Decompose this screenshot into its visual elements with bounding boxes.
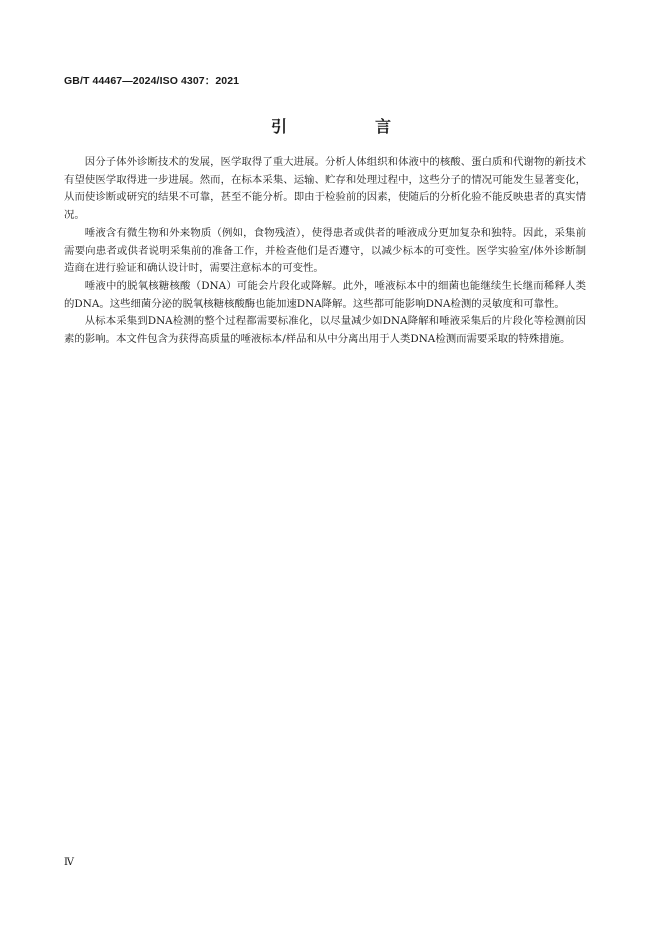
page-number: Ⅳ	[64, 857, 74, 868]
page-title: 引 言	[270, 117, 427, 136]
introduction-body	[64, 154, 586, 349]
paragraph: 唾液含有微生物和外来物质（例如，食物残渣），使得患者或供者的唾液成分更加复杂和独特。因此，采集前需要向患者或供者说明采集前的准备工作，并检查他们是否遵守，以减少标本的可变性。医学实验室/体外诊断制造商在进行验证和确认设计时，需要注意标本的可变性。	[64, 226, 586, 275]
standard-code: GB/T 44467—2024/ISO 4307：2021	[64, 75, 240, 87]
paragraph: 唾液中的脱氧核糖核酸（DNA）可能会片段化或降解。此外，唾液标本中的细菌也能继续生长继而稀释人类的DNA。这些细菌分泌的脱氧核糖核酸酶也能加速DNA降解。这些都可能影响DNA检测的灵敏度和可靠性。	[64, 279, 586, 310]
paragraph: 因分子体外诊断技术的发展，医学取得了重大进展。分析人体组织和体液中的核酸、蛋白质和代谢物的新技术有望使医学取得进一步进展。然而，在标本采集、运输、贮存和处理过程中，这些分子的情况可能发生显著变化，从而使诊断或研究的结果不可靠，甚至不能分析。即由于检验前的因素，使随后的分析化验不能反映患者的真实情况。	[64, 156, 586, 222]
paragraph: 从标本采集到DNA检测的整个过程都需要标准化，以尽量减少如DNA降解和唾液采集后的片段化等检测前因素的影响。本文件包含为获得高质量的唾液标本/样品和从中分离出用于人类DNA检测而需要采取的特殊措施。	[64, 315, 586, 346]
